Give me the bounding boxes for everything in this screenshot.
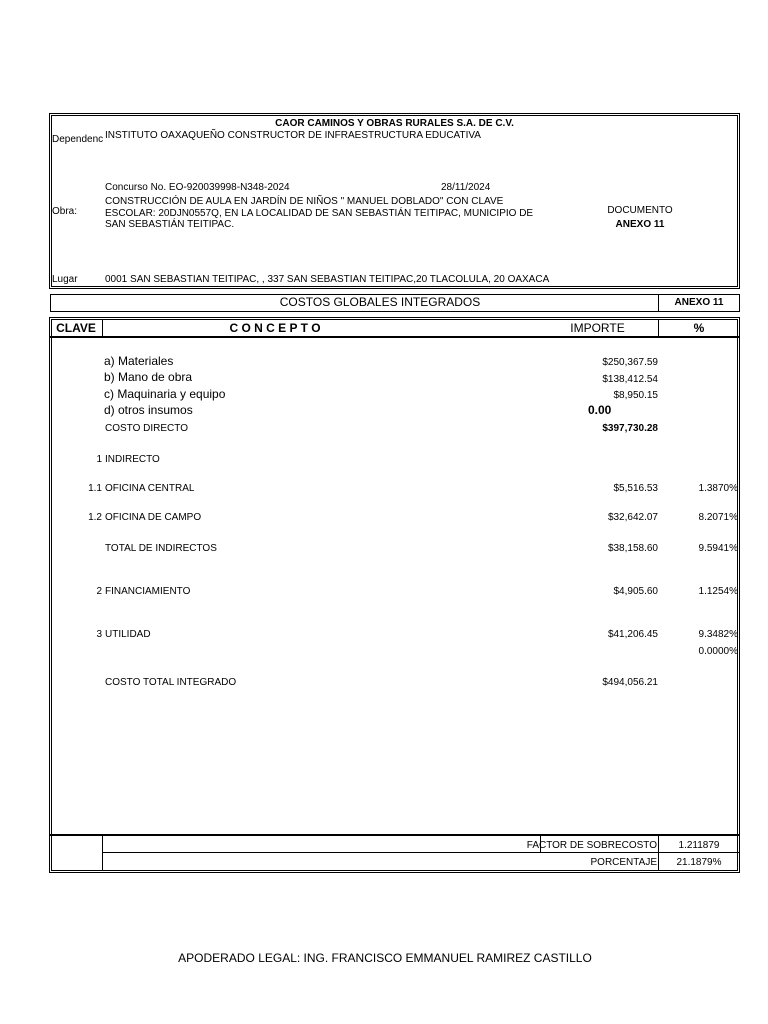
utilidad-pct-extra: 0.0000%	[698, 646, 738, 657]
factor-value: 1.211879	[678, 840, 720, 851]
otros-label: d) otros insumos	[104, 403, 193, 417]
oficina-central-value: $5,516.53	[613, 483, 658, 494]
utilidad-clave: 3	[96, 629, 102, 640]
costo-directo-value: $397,730.28	[602, 423, 658, 434]
obra-line-2: ESCOLAR: 20DJN0557Q, EN LA LOCALIDAD DE SAN SEBASTIÁN TEITIPAC, MUNICIPIO DE	[105, 208, 534, 219]
concurso-date: 28/11/2024	[441, 182, 491, 193]
footer-top-divider	[50, 834, 739, 836]
title-anexo: ANEXO 11	[674, 297, 724, 308]
company-name: CAOR CAMINOS Y OBRAS RURALES S.A. DE C.V.	[275, 118, 514, 129]
lugar-label: Lugar	[52, 274, 78, 285]
utilidad-label: UTILIDAD	[105, 629, 151, 640]
signature-line: APODERADO LEGAL: ING. FRANCISCO EMMANUEL RAMIREZ CASTILLO	[178, 951, 592, 965]
porcentaje-value: 21.1879%	[676, 857, 722, 868]
oficina-campo-label: OFICINA DE CAMPO	[105, 512, 202, 523]
total-indirectos-value: $38,158.60	[607, 543, 658, 554]
costo-directo-label: COSTO DIRECTO	[105, 423, 188, 434]
footer-clave-divider	[102, 835, 103, 871]
utilidad-pct: 9.3482%	[698, 629, 738, 640]
materiales-value: $250,367.59	[602, 357, 658, 368]
oficina-central-clave: 1.1	[88, 483, 102, 494]
col-header-pct: %	[693, 321, 705, 335]
maquinaria-label: c) Maquinaria y equipo	[104, 387, 226, 401]
porcentaje-label: PORCENTAJE	[590, 857, 657, 868]
oficina-campo-clave: 1.2	[88, 512, 102, 523]
mano-obra-label: b) Mano de obra	[104, 370, 193, 384]
oficina-campo-value: $32,642.07	[607, 512, 658, 523]
total-indirectos-label: TOTAL DE INDIRECTOS	[105, 543, 217, 554]
col-header-importe: IMPORTE	[570, 321, 625, 335]
obra-line-3: SAN SEBASTIÁN TEITIPAC.	[105, 219, 235, 230]
costo-total-label: COSTO TOTAL INTEGRADO	[105, 677, 237, 688]
documento-label: DOCUMENTO	[607, 205, 673, 216]
materiales-label: a) Materiales	[104, 354, 174, 368]
clave-col-divider	[102, 319, 103, 338]
costo-total-value: $494,056.21	[602, 677, 658, 688]
col-header-clave: CLAVE	[56, 321, 96, 335]
indirecto-label: INDIRECTO	[105, 454, 160, 465]
indirecto-clave: 1	[96, 454, 102, 465]
documento-value: ANEXO 11	[615, 219, 665, 230]
maquinaria-value: $8,950.15	[613, 390, 658, 401]
factor-label: FACTOR DE SOBRECOSTO	[526, 840, 657, 851]
financiamiento-pct: 1.1254%	[698, 586, 738, 597]
otros-value: 0.00	[588, 403, 612, 417]
total-indirectos-pct: 9.5941%	[698, 543, 738, 554]
obra-line-1: CONSTRUCCIÓN DE AULA EN JARDÍN DE NIÑOS " MANUEL DOBLADO" CON CLAVE	[105, 196, 504, 207]
footer-mid-divider	[103, 852, 739, 853]
dependencia-value: INSTITUTO OAXAQUEÑO CONSTRUCTOR DE INFRAESTRUCTURA EDUCATIVA	[105, 130, 481, 141]
oficina-central-pct: 1.3870%	[698, 483, 738, 494]
mano-obra-value: $138,412.54	[602, 374, 658, 385]
header-row-divider	[50, 336, 739, 338]
dependencia-label: Dependenc	[52, 134, 104, 145]
page-title: COSTOS GLOBALES INTEGRADOS	[279, 295, 481, 309]
oficina-campo-pct: 8.2071%	[698, 512, 738, 523]
oficina-central-label: OFICINA CENTRAL	[105, 483, 195, 494]
concurso-number: Concurso No. EO-920039998-N348-2024	[105, 182, 290, 193]
utilidad-value: $41,206.45	[607, 629, 658, 640]
financiamiento-label: FINANCIAMIENTO	[105, 586, 191, 597]
lugar-value: 0001 SAN SEBASTIAN TEITIPAC, , 337 SAN SEBASTIAN TEITIPAC,20 TLACOLULA, 20 OAXACA	[105, 274, 550, 285]
financiamiento-clave: 2	[96, 586, 102, 597]
financiamiento-value: $4,905.60	[613, 586, 658, 597]
obra-label: Obra:	[52, 206, 78, 217]
col-header-concepto: C O N C E P T O	[229, 321, 321, 335]
